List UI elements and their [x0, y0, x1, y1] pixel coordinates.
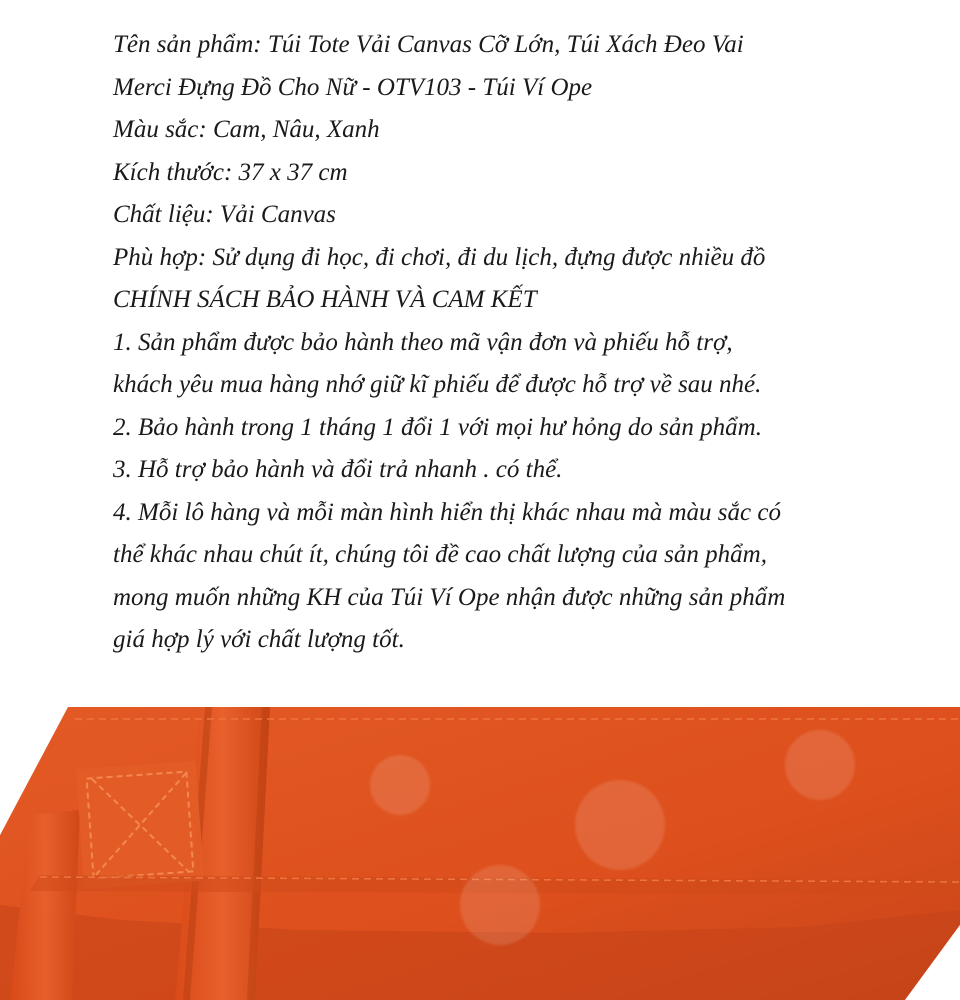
- policy-item-4-line-1: 4. Mỗi lô hàng và mỗi màn hình hiển thị khác nhau mà màu sắc có: [113, 498, 781, 526]
- policy-item-1-line-2: khách yêu mua hàng nhớ giữ kĩ phiếu để được hỗ trợ về sau nhé.: [113, 371, 762, 398]
- description-line-name-1: Tên sản phẩm: Túi Tote Vải Canvas Cỡ Lớn, Túi Xách Đeo Vai: [113, 31, 744, 58]
- policy-item-4-line-4: giá hợp lý với chất lượng tốt.: [113, 626, 405, 653]
- tote-bag-illustration: [0, 705, 960, 1000]
- warranty-policy-heading: CHÍNH SÁCH BẢO HÀNH VÀ CAM KẾT: [113, 286, 537, 313]
- description-line-colors: Màu sắc: Cam, Nâu, Xanh: [113, 116, 380, 143]
- description-line-material: Chất liệu: Vải Canvas: [113, 201, 336, 228]
- description-line-size: Kích thước: 37 x 37 cm: [113, 158, 348, 186]
- description-line-usage: Phù hợp: Sử dụng đi học, đi chơi, đi du lịch, đựng được nhiều đồ: [113, 243, 766, 271]
- stitch-patch: [76, 761, 204, 889]
- policy-item-2: 2. Bảo hành trong 1 tháng 1 đổi 1 với mọi hư hỏng do sản phẩm.: [113, 413, 762, 441]
- description-line-name-2: Merci Đựng Đồ Cho Nữ - OTV103 - Túi Ví Ope: [113, 73, 593, 101]
- policy-item-1-line-1: 1. Sản phẩm được bảo hành theo mã vận đơn và phiếu hỗ trợ,: [113, 328, 733, 356]
- policy-item-4-line-2: thể khác nhau chút ít, chúng tôi đề cao chất lượng của sản phẩm,: [113, 541, 767, 568]
- product-description: [113, 24, 913, 662]
- policy-item-3: 3. Hỗ trợ bảo hành và đổi trả nhanh . có thể.: [113, 456, 563, 483]
- product-photo: [0, 705, 960, 1000]
- policy-item-4-line-3: mong muốn những KH của Túi Ví Ope nhận được những sản phẩm: [113, 583, 786, 611]
